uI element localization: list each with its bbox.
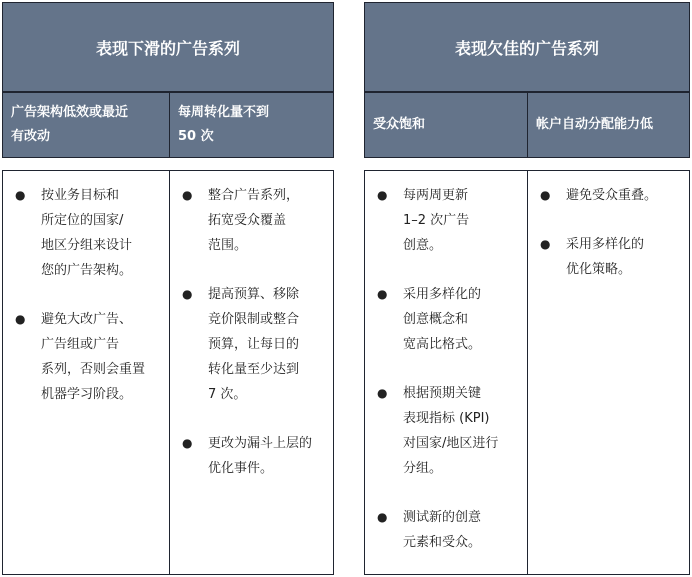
list-item: ● 根据预期关键 表现指标 (KPI) 对国家/地区进行 分组。	[377, 381, 519, 481]
bullet-icon: ●	[15, 312, 26, 326]
bullet-icon: ●	[377, 188, 388, 202]
bullet-icon: ●	[182, 188, 193, 202]
list-item: ● 采用多样化的 优化策略。	[540, 232, 681, 282]
left-col1-list	[15, 183, 161, 407]
left-panel-title	[2, 2, 334, 92]
right-col1-list	[377, 183, 519, 555]
bullet-icon: ●	[540, 188, 551, 202]
bullet-icon: ●	[182, 436, 193, 450]
list-item: ● 每两周更新 1–2 次广告 创意。	[377, 183, 519, 258]
list-item: ● 更改为漏斗上层的 优化事件。	[182, 431, 325, 481]
right-col1-body	[364, 170, 528, 575]
list-item: ● 测试新的创意 元素和受众。	[377, 505, 519, 555]
bullet-icon: ●	[377, 287, 388, 301]
list-item: ● 整合广告系列， 拓宽受众覆盖 范围。	[182, 183, 325, 258]
left-col2-header: 每周转化量不到 50 次	[169, 92, 334, 158]
right-panel-title-text: 表现欠佳的广告系列	[454, 38, 599, 58]
right-panel-title	[364, 2, 690, 92]
right-col2-list	[540, 183, 681, 282]
list-item: ● 按业务目标和 所定位的国家/ 地区分组来设计 您的广告架构。	[15, 183, 161, 283]
list-item: ● 采用多样化的 创意概念和 宽高比格式。	[377, 282, 519, 357]
bullet-icon: ●	[377, 510, 388, 524]
right-col2-body	[527, 170, 690, 575]
right-col1-header: 受众饱和	[364, 92, 528, 158]
list-item: ● 提高预算、移除 竞价限制或整合 预算，让每日的 转化量至少达到 7 次。	[182, 282, 325, 407]
bullet-icon: ●	[377, 386, 388, 400]
list-item: ● 避免大改广告、 广告组或广告 系列，否则会重置 机器学习阶段。	[15, 307, 161, 407]
list-item: ● 避免受众重叠。	[540, 183, 681, 208]
bullet-icon: ●	[182, 287, 193, 301]
right-col2-header: 帐户自动分配能力低	[527, 92, 690, 158]
left-panel-title-text: 表现下滑的广告系列	[95, 38, 240, 58]
left-col1-body	[2, 170, 170, 575]
left-col2-body	[169, 170, 334, 575]
left-col1-header: 广告架构低效或最近 有改动	[2, 92, 170, 158]
bullet-icon: ●	[540, 237, 551, 251]
bullet-icon: ●	[15, 188, 26, 202]
left-col2-list	[182, 183, 325, 481]
